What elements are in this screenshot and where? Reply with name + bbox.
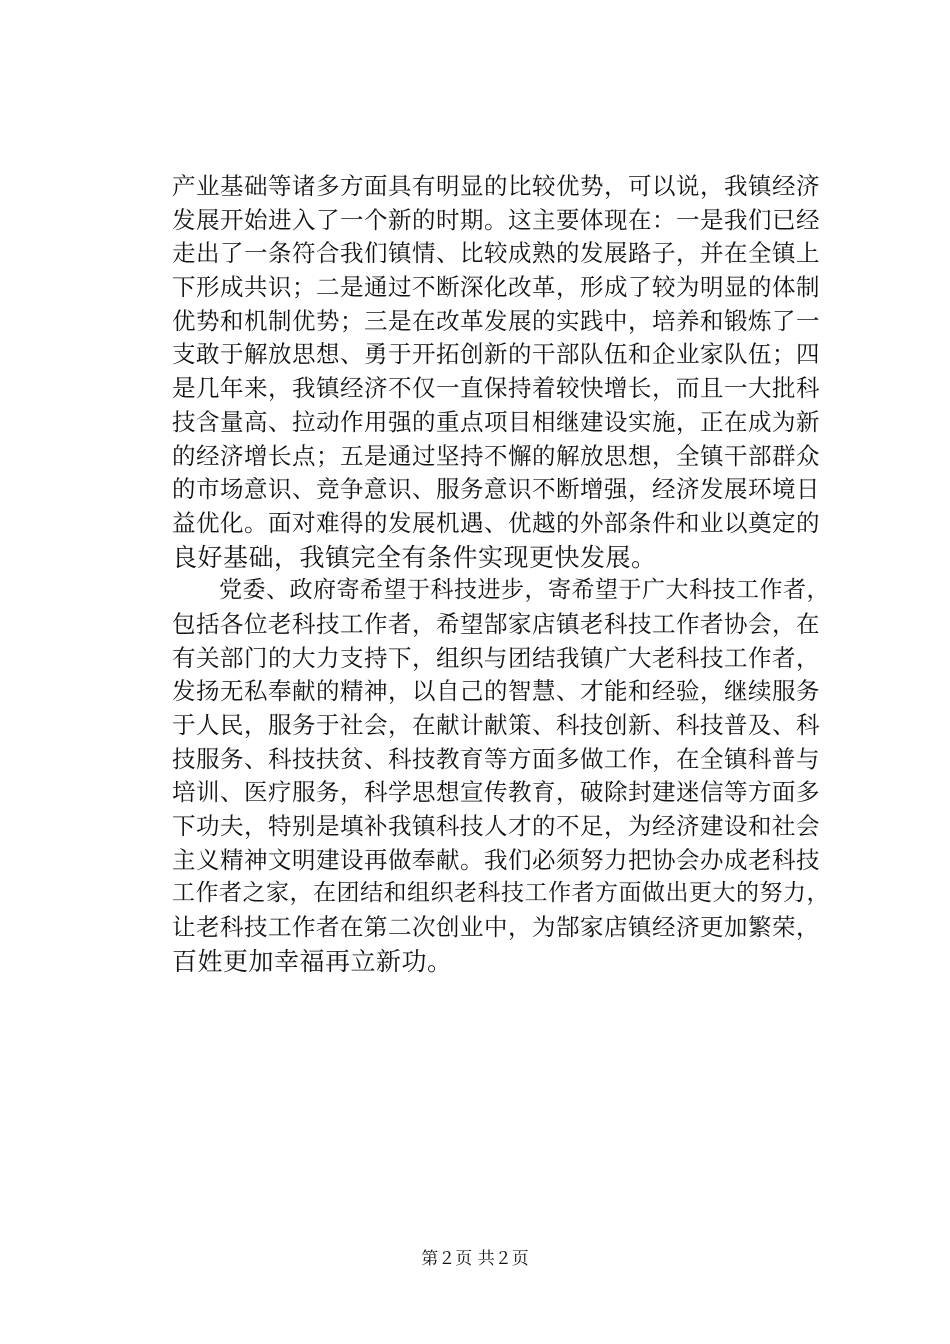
text-line: 工作者之家，在团结和组织老科技工作者方面做出更大的努力， [172, 880, 830, 907]
text-line: 包括各位老科技工作者，希望郜家店镇老科技工作者协会，在 [172, 609, 820, 638]
text-line: 技含量高、拉动作用强的重点项目相继建设实施，正在成为新 [172, 407, 820, 436]
text-line: 产业基础等诸多方面具有明显的比较优势，可以说，我镇经济 [172, 172, 820, 200]
text-line: 有关部门的大力支持下，组织与团结我镇广大老科技工作者， [172, 643, 820, 672]
text-line: 下形成共识；二是通过不断深化改革，形成了较为明显的体制 [172, 273, 820, 302]
text-line: 党委、政府寄希望于科技进步，寄希望于广大科技工作者， [172, 577, 830, 604]
text-line: 让老科技工作者在第二次创业中，为郜家店镇经济更加繁荣， [172, 913, 820, 942]
text-line: 百姓更加幸福再立新功。 [172, 946, 453, 976]
text-line: 的市场意识、竞争意识、服务意识不断增强，经济发展环境日 [172, 475, 820, 504]
text-line: 主义精神文明建设再做奉献。我们必须努力把协会办成老科技 [172, 845, 820, 874]
text-line: 良好基础，我镇完全有条件实现更快发展。 [172, 542, 657, 572]
text-line: 技服务、科技扶贫、科技教育等方面多做工作，在全镇科普与 [172, 744, 820, 773]
text-line: 发展开始进入了一个新的时期。这主要体现在：一是我们已经 [172, 205, 820, 234]
text-line: 支敢于解放思想、勇于开拓创新的干部队伍和企业家队伍；四 [172, 340, 820, 369]
text-line: 发扬无私奉献的精神，以自己的智慧、才能和经验，继续服务 [172, 677, 820, 706]
text-line: 走出了一条符合我们镇情、比较成熟的发展路子，并在全镇上 [172, 239, 820, 268]
body-text [172, 170, 832, 979]
text-line: 是几年来，我镇经济不仅一直保持着较快增长，而且一大批科 [172, 374, 820, 403]
page-footer: 第２页 共２页 [421, 1249, 529, 1269]
text-line: 培训、医疗服务，科学思想宣传教育，破除封建迷信等方面多 [172, 778, 820, 807]
text-line: 益优化。面对难得的发展机遇、优越的外部条件和业以奠定的 [172, 508, 820, 537]
text-line: 下功夫，特别是填补我镇科技人才的不足，为经济建设和社会 [172, 812, 820, 841]
text-line: 的经济增长点；五是通过坚持不懈的解放思想，全镇干部群众 [172, 441, 820, 470]
text-line: 于人民，服务于社会，在献计献策、科技创新、科技普及、科 [172, 711, 820, 739]
text-line: 优势和机制优势；三是在改革发展的实践中，培养和锻炼了一 [172, 306, 820, 335]
